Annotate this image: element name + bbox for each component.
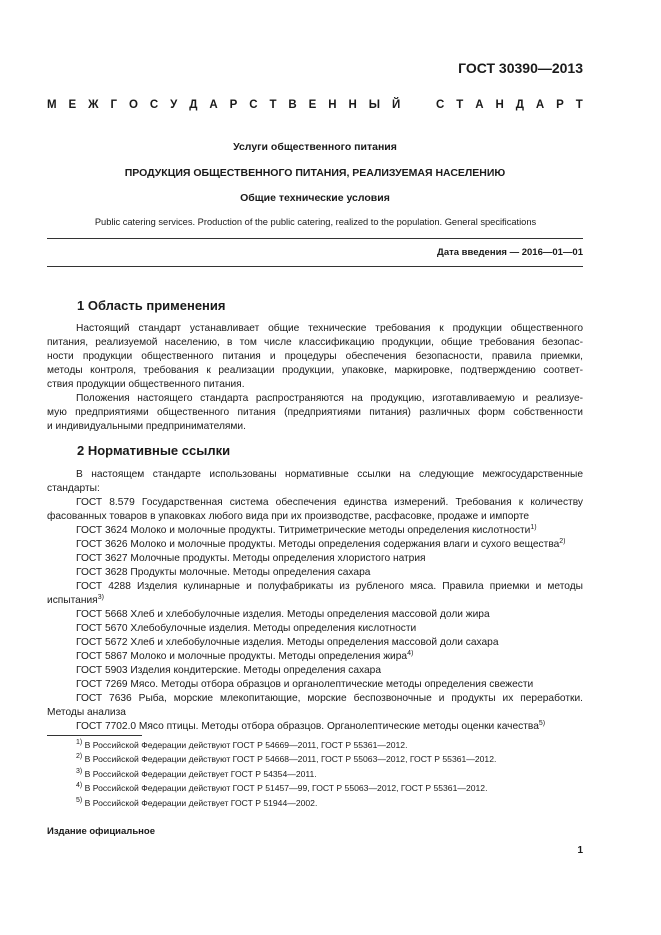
footnote-mark: 3) [76,767,83,775]
reference-line [47,720,583,734]
footnote [76,752,496,766]
reference-line [47,650,583,664]
text-line: Настоящий стандарт устанавливает общие технические требования к продукции общественного [76,323,583,334]
text-line: мую предприятиями общественного питания (предприятиями питания) различных форм собственности [47,407,583,418]
page-number: 1 [577,845,583,856]
banner-letter: М [47,99,57,111]
footnote [76,796,496,810]
text-line: питания, реализуемой населению, в том числе классификацию продукции, общие требования безопас- [47,337,583,348]
text-line: В настоящем стандарте использованы нормативные ссылки на следующие межгосударственные [76,469,583,480]
footnote-ref: 2) [559,538,566,545]
gost-number: ГОСТ 30390—2013 [458,60,583,76]
banner-letter: С [249,99,258,111]
ref-text: ГОСТ 3626 Молоко и молочные продукты. Методы определения содержания влаги и сухого вещества [76,539,560,550]
text-line: ности продукции общественного питания и процедуры обеспечения безопасности, правила приемки, [47,351,583,362]
reference-line: ГОСТ 5668 Хлеб и хлебобулочные изделия. Методы определения массовой доли жира [76,609,490,620]
footnote-text: В Российской Федерации действуют ГОСТ Р 54669—2011, ГОСТ Р 55361—2012. [84,740,408,750]
footnote-mark: 4) [76,782,83,790]
footnote-mark: 5) [76,796,83,804]
title-line-2: ПРОДУКЦИЯ ОБЩЕСТВЕННОГО ПИТАНИЯ, РЕАЛИЗУЕМАЯ НАСЕЛЕНИЮ [124,167,506,179]
text-line: ствия продукции общественного питания. [47,379,245,390]
title-line-1: Услуги общественного питания [233,141,397,153]
banner-letter: Д [189,99,198,111]
reference-line [47,538,583,552]
banner-letter: Т [269,99,277,111]
footnote-ref: 5) [538,720,546,727]
banner-letter: Н [328,99,337,111]
banner-letter: Д [515,99,524,111]
banner-letter: О [128,99,138,111]
banner-letter: Р [229,99,238,111]
english-title: Public catering services. Production of the public catering, realized to the population. General specifications [94,217,537,227]
reference-line: Методы анализа [47,707,126,718]
banner-letter: А [535,99,545,111]
text-line: методы контроля, требования к реализации продукции, упаковке, маркировке, подтверждению соответ- [47,365,583,376]
section-1-heading: 1 Область применения [77,298,226,313]
ref-text: ГОСТ 5867 Молоко и молочные продукты. Методы определения жира [76,651,408,662]
footnote [76,781,496,795]
footnote-ref: 1) [530,524,537,531]
reference-line: ГОСТ 8.579 Государственная система обеспечения единства измерений. Требования к количеству [76,497,583,508]
banner-letter: Ж [88,99,99,111]
text-line: и индивидуальными предпринимателями. [47,421,246,432]
text-line: стандарты: [47,483,100,494]
reference-line: ГОСТ 5903 Изделия кондитерские. Методы определения сахара [76,665,381,676]
reference-line: ГОСТ 4288 Изделия кулинарные и полуфабрикаты из рубленого мяса. Правила приемки и методы [76,581,583,592]
footnotes [76,738,496,810]
ref-text: ГОСТ 7702.0 Мясо птицы. Методы отбора образцов. Органолептические методы оценки качества [76,721,539,732]
reference-line: ГОСТ 5670 Хлебобулочные изделия. Методы определения кислотности [76,623,417,634]
footnote-text: В Российской Федерации действуют ГОСТ Р 51457—99, ГОСТ Р 55063—2012, ГОСТ Р 55361—2012. [84,783,488,794]
ref-text: ГОСТ 3624 Молоко и молочные продукты. Титриметрические методы определения кислотности [76,525,531,536]
banner-letter: С [149,99,159,111]
divider [47,266,583,267]
section-2-heading: 2 Нормативные ссылки [77,443,231,458]
banner-letter: Н [348,99,357,111]
banner-letter: Р [556,99,564,111]
footnote-text: В Российской Федерации действует ГОСТ Р 51944—2002. [84,797,318,808]
ref-text: испытания [47,595,98,606]
section-2-body [47,468,583,734]
reference-line: фасованных товаров в упаковках любого вида при их производстве, расфасовке, продаже и импорте [47,511,530,522]
interstate-standard-banner [47,99,583,111]
banner-letter: А [475,99,484,111]
reference-line: ГОСТ 5672 Хлеб и хлебобулочные изделия. Методы определения массовой доли сахара [76,637,499,648]
footnote-text: В Российской Федерации действуют ГОСТ Р 54668—2011, ГОСТ Р 55063—2012, ГОСТ Р 55361—2012. [84,754,497,765]
reference-line: ГОСТ 3628 Продукты молочные. Методы определения сахара [76,567,371,578]
section-1-body [47,322,583,434]
footnote-ref: 4) [407,650,414,657]
footnote-mark: 2) [76,753,83,761]
footnote [76,738,496,752]
divider [47,238,583,239]
banner-letter: Й [391,99,401,111]
banner-letter: Е [68,99,77,111]
banner-letter: У [170,99,178,111]
banner-letter: А [209,99,218,111]
edition-label: Издание официальное [47,826,155,837]
banner-letter: Н [495,99,504,111]
footnote-text: В Российской Федерации действует ГОСТ Р 54354—2011. [84,768,317,779]
footnote [76,767,496,781]
reference-line: ГОСТ 7636 Рыба, морские млекопитающие, морские беспозвоночные и продукты их переработки. [76,693,583,704]
banner-letter: Е [308,99,317,111]
banner-letter: Т [456,99,464,111]
banner-letter: Г [110,99,118,111]
reference-line [47,524,583,538]
banner-letter: Т [575,99,583,111]
footnote-divider [47,735,142,736]
reference-line: ГОСТ 7269 Мясо. Методы отбора образцов и органолептические методы определения свежести [76,679,534,690]
reference-line [47,594,583,608]
intro-date: Дата введения — 2016—01—01 [437,247,583,258]
footnote-mark: 1) [76,739,83,746]
banner-letter: В [288,99,297,111]
text-line: Положения настоящего стандарта распространяются на продукцию, изготавливаемую и реализуе- [76,393,583,404]
reference-line: ГОСТ 3627 Молочные продукты. Методы определения хлористого натрия [76,553,426,564]
banner-letter: С [436,99,445,111]
banner-letter: Ы [368,99,381,111]
title-line-3: Общие технические условия [240,192,390,204]
footnote-ref: 3) [97,594,104,601]
